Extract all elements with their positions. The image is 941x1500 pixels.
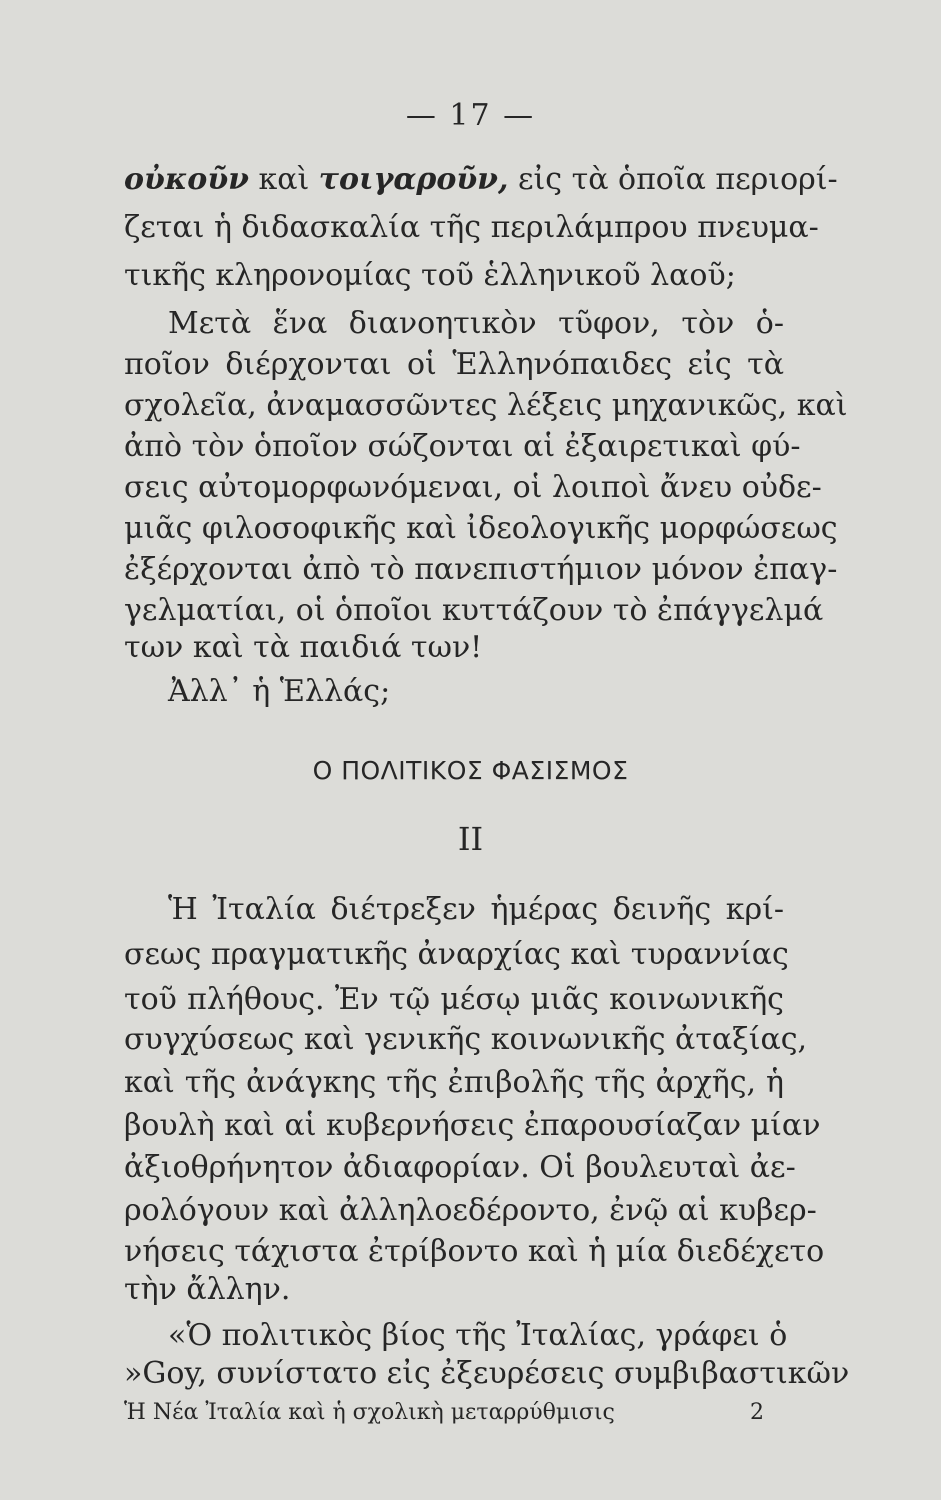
bold-term: τοιγαροῦν, (318, 162, 509, 197)
section-number: II (457, 820, 484, 858)
text-line: ἐξέρχονται ἀπὸ τὸ πανεπιστήμιον μόνον ἐπαγ- (124, 552, 838, 587)
text-line: ἀπὸ τὸν ὁποῖον σώζονται αἱ ἐξαιρετικαὶ φύ- (124, 429, 801, 464)
text-line: »Goy, συνίστατο εἰς ἐξευρέσεις συμβιβαστικῶν (124, 1356, 850, 1391)
footer-title: Ἡ Νέα Ἰταλία καὶ ἡ σχολικὴ μεταρρύθμισις (124, 1400, 615, 1425)
text-line: ζεται ἡ διδασκαλία τῆς περιλάμπρου πνευμα- (124, 210, 819, 245)
text-line: Ἀλλ᾽ ἡ Ἑλλάς; (168, 674, 391, 709)
text-span: καὶ (248, 162, 319, 197)
text-line: ποῖον διέρχονται οἱ Ἑλληνόπαιδες εἰς τὰ (124, 347, 784, 382)
text-line: των καὶ τὰ παιδιά των! (124, 630, 483, 665)
text-line: σχολεῖα, ἀναμασσῶντες λέξεις μηχανικῶς, καὶ (124, 388, 848, 423)
text-line: μιᾶς φιλοσοφικῆς καὶ ἰδεολογικῆς μορφώσεως (124, 511, 838, 546)
text-line: τοῦ πλήθους. Ἐν τῷ μέσῳ μιᾶς κοινωνικῆς (124, 982, 784, 1017)
section-heading: Ο ΠΟΛΙΤΙΚΟΣ ΦΑΣΙΣΜΟΣ (312, 756, 629, 785)
text-line: σεις αὐτομορφωνόμεναι, οἱ λοιποὶ ἄνευ οὐδε- (124, 470, 822, 505)
text-line: Μετὰ ἕνα διανοητικὸν τῦφον, τὸν ὁ- (168, 306, 784, 341)
text-line: βουλὴ καὶ αἱ κυβερνήσεις ἐπαρουσίαζαν μίαν (124, 1108, 821, 1143)
text-line: ρολόγουν καὶ ἀλληλοεδέροντο, ἐνῷ αἱ κυβερ- (124, 1193, 817, 1228)
text-span: εἰς τὰ ὁποῖα περιορί- (508, 162, 838, 197)
text-line (124, 160, 838, 200)
text-line: «Ὁ πολιτικὸς βίος τῆς Ἰταλίας, γράφει ὁ (168, 1318, 788, 1353)
text-line: τὴν ἄλλην. (124, 1272, 291, 1307)
text-line: τικῆς κληρονομίας τοῦ ἑλληνικοῦ λαοῦ; (124, 258, 736, 293)
page-number: — 17 — (405, 98, 536, 133)
signature-mark: 2 (750, 1400, 764, 1425)
text-line: ἀξιοθρήνητον ἀδιαφορίαν. Οἱ βουλευταὶ ἀε- (124, 1150, 796, 1185)
text-line: σεως πραγματικῆς ἀναρχίας καὶ τυραννίας (124, 937, 789, 972)
text-line: νήσεις τάχιστα ἐτρίβοντο καὶ ἡ μία διεδέχετο (124, 1234, 825, 1269)
text-line: Ἡ Ἰταλία διέτρεξεν ἡμέρας δεινῆς κρί- (168, 892, 784, 927)
text-line: γελματίαι, οἱ ὁποῖοι κυττάζουν τὸ ἐπάγγελμά (124, 593, 824, 628)
text-line: καὶ τῆς ἀνάγκης τῆς ἐπιβολῆς τῆς ἀρχῆς, ἡ (124, 1065, 784, 1100)
bold-term: οὐκοῦν (124, 162, 249, 197)
text-line: συγχύσεως καὶ γενικῆς κοινωνικῆς ἀταξίας, (124, 1022, 808, 1057)
